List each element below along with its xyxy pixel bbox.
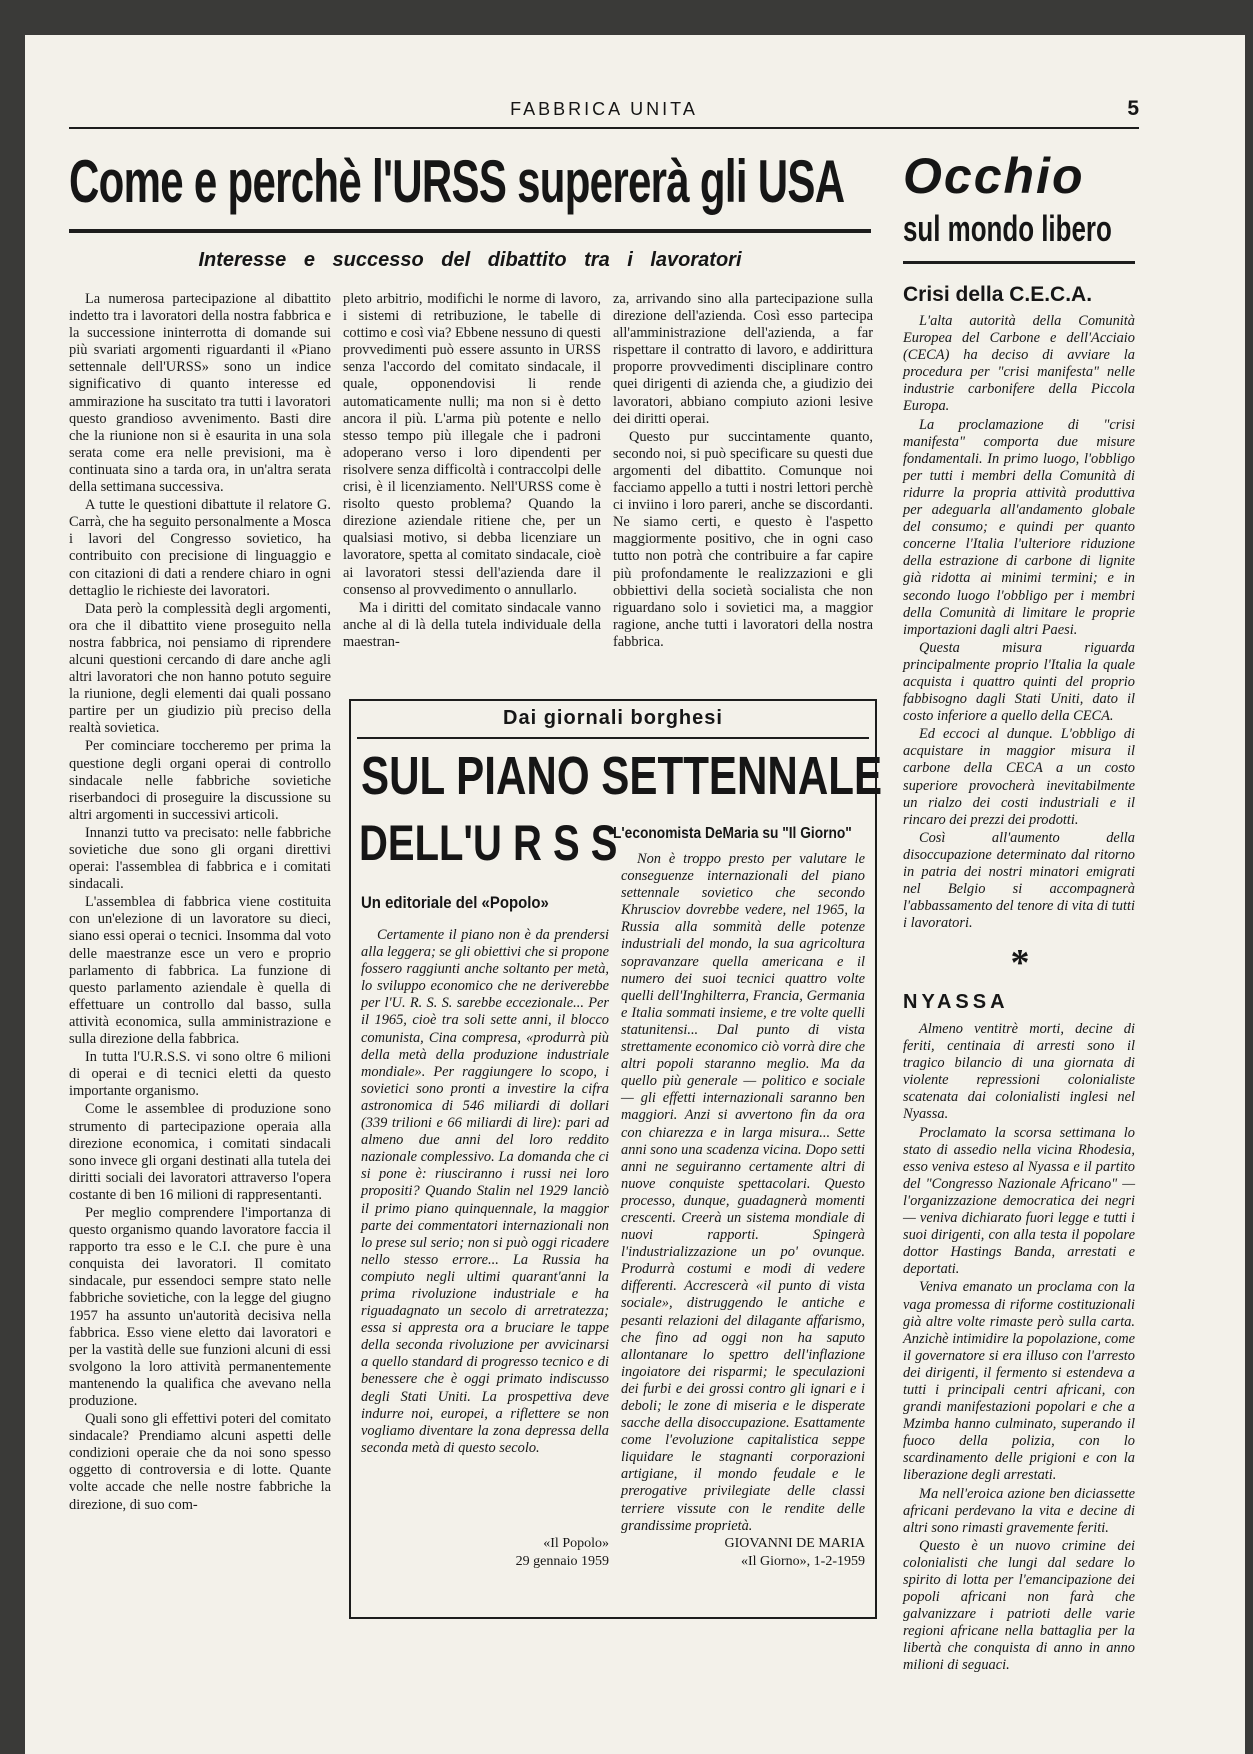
paragraph: Ma nell'eroica azione ben diciassette africani perdevano la vita e decine di altri sono rimasti gravemente feriti.	[903, 1485, 1135, 1536]
sidebar-section-2-text	[903, 1021, 1135, 1745]
paragraph: Come le assemblee di produzione sono strumento di partecipazione operaia alla direzione economica, i comitati sindacali sono invece gli organi destinati alla tutela dei diritti sociali dei lavoratori attraverso l'opera costante di ben 16 milioni di rappresentanti.	[69, 1101, 331, 1203]
paragraph: Così all'aumento della disoccupazione determinato dal ritorno in patria dei nostri minatori emigrati nel Belgio si accompagnerà l'abbassamento del tenore di vita di tutti i lavoratori.	[903, 829, 1135, 932]
signature-source: «Il Giorno», 1-2-1959	[740, 1554, 865, 1569]
box-title-line-1: SUL PIANO SETTENNALE	[361, 746, 883, 806]
box-left-heading: Un editoriale del «Popolo»	[361, 893, 549, 912]
article-column-3	[613, 291, 873, 685]
article-column-1	[69, 291, 331, 1746]
paragraph: Certamente il piano non è da prendersi alla leggera; se gli obiettivi che si propone fossero raggiunti anche soltanto per metà, lo sviluppo economico che ne deriverebbe per l'U. R. S. S. sarebbe eccezionale... Per il 1965, cioè tra soli sette anni, il blocco comunista, Cina compresa, «produrrà più della metà della produzione industriale mondiale». Per raggiungere lo scopo, i sovietici sono pronti a investire la cifra astronomica di 546 miliardi di dollari (339 trilioni e 66 miliardi di lire): pari ad almeno due anni del loro reddito nazionale complessivo. La domanda che ci si pone è: riusciranno i russi nei loro propositi? Quando Stalin nel 1929 lanciò il primo piano quinquennale, la maggior parte dei commentatori internazionali non lo prese sul serio; non si può oggi ricadere nello stesso errore... La Russia ha compiuto negli ultimi quarant'anni la prima rivoluzione industriale e ha riguadagnato un secolo di arretratezza; essa si appresta ora a bruciare le tappe della seconda rivoluzione per avvicinarsi a quello standard di progresso tecnico e di benessere che è oggi primato indiscusso degli Stati Uniti. La prospettiva deve indurre noi, europei, a riflettere se non vogliamo diventare la zona depressa della seconda metà di questo secolo.	[361, 927, 609, 1456]
paragraph: Ed eccoci al dunque. L'obbligo di acquistare in maggior misura il carbone della CECA a un costo superiore provocherà inevitabilmente un rialzo dei costi industriali e il rincaro dei prezzi dei prodotti.	[903, 726, 1135, 828]
page-number: 5	[1127, 97, 1139, 120]
sidebar-section-2-heading: NYASSA	[903, 991, 1009, 1013]
box-right-heading: L'economista DeMaria su "Il Giorno"	[613, 825, 852, 842]
paragraph: In tutta l'U.R.S.S. vi sono oltre 6 milioni di operai e di tecnici eletti da questo importante organismo.	[69, 1049, 331, 1100]
paragraph: L'assemblea di fabbrica viene costituita con un'elezione di un lavoratore su dieci, siano essi operai o tecnici. Insomma dal voto delle maestranze esce un vero e proprio parlamento di fabbrica. La funzione di questo parlamento aziendale è quella di effettuare un controllo dal basso, sulla attività economica, sulla amministrazione e sulla direzione della fabbrica.	[69, 894, 331, 1048]
sidebar-title-line-2: sul mondo libero	[903, 208, 1112, 249]
paragraph: Questo è un nuovo crimine dei colonialisti che lungi dal sedare lo spirito di lotta per l'emancipazione dei popoli africani non farà che galvanizzare i patrioti delle varie regioni africane nella battaglia per la libertà che conquista di anno in anno milioni di seguaci.	[903, 1537, 1135, 1674]
paragraph: Per cominciare toccheremo per prima la questione degli organi operai di controllo sindacale nelle fabbriche sovietiche riserbandoci di proseguire la discussione su altri argomenti in successivi articoli.	[69, 738, 331, 823]
sidebar-section-1-text	[903, 313, 1135, 953]
paragraph: pleto arbitrio, modifichi le norme di lavoro, i sistemi di retribuzione, le tabelle di cottimo e così via? Ebbene nessuno di questi provvedimenti può essere assunto in URSS senza l'accordo del comitato sindacale, il quale, opponendovisi li rende automaticamente nulli; ma non si è detto ancora il più. L'arma più potente e nello stesso tempo più illegale che i padroni adoperano verso i loro dipendenti per risolvere senza difficoltà i contraccolpi delle crisi, è il licenziamento. Nell'URSS come è risolto questo problema? Quando la direzione aziendale ritiene che, per un qualsiasi motivo, si debba licenziare un lavoratore, spetta al comitato sindacale, cioè ai lavoratori stessi dell'azienda dare il consenso al provvedimento o annullarlo.	[343, 291, 601, 598]
signature-date: 29 gennaio 1959	[515, 1554, 609, 1569]
sidebar-rule	[903, 261, 1135, 264]
paragraph: Non è troppo presto per valutare le conseguenze internazionali del piano settennale sovietico che secondo Khrusciov dovrebbe vedere, nel 1965, la Russia alla sommità delle potenze industriali del mondo, la sua agricoltura sopravanzare quella americana e il numero dei suoi tecnici quattro volte quelli dell'Inghilterra, Francia, Germania e Italia sommati insieme, e tre volte quelli statunitensi... Dal punto di vista strettamente economico ciò vorrà dire che altri popoli staranno meglio. Ma da quello più generale — politico e sociale — gli effetti internazionali saranno ben maggiori. Anzi si avvertono fin da ora con chiarezza e in larga misura... Sette anni sono una scadenza vicina. Dopo setti anni ne seguiranno certamente altri di nuove conquiste spettacolari. Questo processo, dunque, guadagnerà momenti crescenti. Creerà un sistema mondiale di nuovi rapporti. Spingerà l'industrializzazione un po' ovunque. Produrrà costumi e modi di vedere differenti. Accrescerà «il punto di vista sociale», distruggendo le antiche e pesanti relazioni del dilagante affarismo, che fino ad oggi non ha saputo allontanare lo spettro dell'inflazione ingoiatore dei risparmi; le speculazioni dei furbi e dei grossi contro gli ignari e i deboli; le zone di miseria e le disperate sacche della disoccupazione. Esattamente come l'evoluzione capitalistica seppe liquidare le stagnanti corporazioni artigiane, il mondo feudale e le prerogative privilegiate delle classi terriere vissute con le rendite delle grandissime proprietà.	[621, 851, 865, 1534]
box-right-signature	[621, 1535, 865, 1571]
article-column-2	[343, 291, 601, 685]
signature-source: «Il Popolo»	[543, 1536, 609, 1551]
newspaper-name: FABBRICA UNITA	[510, 99, 698, 119]
sidebar-section-1-heading: Crisi della C.E.C.A.	[903, 283, 1093, 306]
paragraph: A tutte le questioni dibattute il relatore G. Carrà, che ha seguito personalmente a Mosca i lavori del Congresso sovietico, ha contribuito con precisione di linguaggio e con citazioni di dati a rendere chiaro in ogni dettaglio le richieste dei lavoratori.	[69, 497, 331, 599]
paragraph: L'alta autorità della Comunità Europea del Carbone e dell'Acciaio (CECA) ha deciso di avviare la procedura per "crisi manifesta" nelle industrie carbonifere della Piccola Europa.	[903, 313, 1135, 415]
boxed-article	[349, 699, 883, 1619]
paragraph: Almeno ventitrè morti, decine di feriti, centinaia di arresti sono il tragico bilancio di una giornata di violente repressioni colonialiste scatenata dai colonialisti inglesi nel Nyassa.	[903, 1021, 1135, 1123]
main-subheadline: Interesse e successo del dibattito tra i lavoratori	[198, 249, 742, 271]
asterisk-separator-icon: *	[1010, 942, 1030, 984]
paragraph: Veniva emanato un proclama con la vaga promessa di riforme costituzionali già altre volte rimaste però sulla carta. Anzichè intimidire la popolazione, come il governatore si era illuso con l'arresto dei dirigenti, il fermento si estendeva a tutti i principali centri africani, con grandi manifestazioni popolari e che a Mzimba hanno culminato, superando il fuoco della polizia, con lo scardinamento delle prigioni e con la liberazione degli arrestati.	[903, 1279, 1135, 1484]
masthead	[69, 97, 1139, 129]
paragraph: Quali sono gli effettivi poteri del comitato sindacale? Prendiamo alcuni aspetti delle condizioni operaie che da noi sono spesso oggetto di controversia e di lotte. Quante volte accade che nelle nostre fabbriche la direzione, di suo com-	[69, 1411, 331, 1513]
box-kicker: Dai giornali borghesi	[503, 707, 723, 729]
paragraph: La proclamazione di "crisi manifesta" comporta due misure fondamentali. In primo luogo, l'obbligo per tutti i membri della Comunità di ridurre la propria attività produttiva per adeguarla all'andamento globale del consumo; e quindi per quanto concerne l'Italia l'ulteriore riduzione della estrazione di carbone di lignite già ridotta ai minimi termini; e in secondo luogo l'obbligo per i membri della Comunità di limitare le proprie importazioni dagli altri Paesi.	[903, 416, 1135, 638]
box-right-text	[621, 851, 865, 1534]
paragraph: Questa misura riguarda principalmente proprio l'Italia la quale acquista i quattro quinti del proprio fabbisogno dagli Stati Uniti, dato il costo inferiore a quello della CECA.	[903, 639, 1135, 725]
box-left-text	[361, 927, 609, 1527]
paragraph: Questo pur succintamente quanto, secondo noi, si può specificare su questi due argomenti del dibattito. Comunque noi facciamo appello a tutti i nostri lettori perchè ci inviino i loro pareri, anche se discordanti. Ne siamo certi, e questo è l'aspetto maggiormente positivo, che in ogni caso tutto non potrà che contribuire a far capire più profondamente le realizzazioni e gli obbiettivi della società socialista che non riguardano solo i sovietici ma, a maggior ragione, anche tutti i lavoratori della nostra fabbrica.	[613, 428, 873, 650]
main-headline: Come e perchè l'URSS supererà gli USA	[69, 148, 845, 215]
paragraph: Ma i diritti del comitato sindacale vanno anche al di là della tutela individuale della maestran-	[343, 599, 601, 650]
paragraph: Proclamato la scorsa settimana lo stato di assedio nella vicina Rhodesia, esso veniva esteso al Nyassa e il partito del "Congresso Nazionale Africano" — l'organizzazione democratica dei negri — veniva dichiarato fuori legge e tutti i suoi dirigenti, con alla testa il popolare dottor Hastings Banda, arrestati e deportati.	[903, 1124, 1135, 1278]
paragraph: La numerosa partecipazione al dibattito indetto tra i lavoratori della nostra fabbrica e la successione ininterrotta di domande sui più svariati argomenti riguardanti il «Piano settennale dell'URSS» sono un indice significativo di quanto interesse ed ammirazione ha suscitato tra tutti i lavoratori questo grandioso avvenimento. Basti dire che la riunione non si è esaurita in una sola serata come era nelle previsioni, ma è continuata sino a tarda ora, in un'altra serata della settimana successiva.	[69, 291, 331, 496]
box-left-signature	[361, 1535, 609, 1571]
paragraph: Data però la complessità degli argomenti, ora che il dibattito viene proseguito nella nostra fabbrica, noi pensiamo di riprendere alcuni questioni cercando di dare anche agli altri lavoratori che non hanno potuto seguire la riunione, degli elementi dai quali possano partire per un giudizio più preciso della realtà sovietica.	[69, 600, 331, 737]
paragraph: Innanzi tutto va precisato: nelle fabbriche sovietiche due sono gli organi direttivi operai: l'assemblea di fabbrica e i comitati sindacali.	[69, 824, 331, 893]
box-title-line-2: DELL'U R S S	[359, 815, 618, 871]
signature-author: GIOVANNI DE MARIA	[724, 1536, 865, 1551]
box-rule	[357, 737, 869, 739]
sidebar-title-line-1: Occhio	[903, 148, 1085, 204]
newspaper-page	[25, 35, 1245, 1754]
paragraph: Per meglio comprendere l'importanza di questo organismo quando lavoratore faccia il rapporto tra esso e le C.I. che pure è una conquista dei lavoratori. Il comitato sindacale, pur essendoci sempre stato nelle fabbriche sovietiche, con la legge del giugno 1957 ha assunto un'autorità decisiva nella fabbrica. Esso viene eletto dai lavoratori e per la vastità delle sue funzioni alcuni di essi svolgono la loro attività permanentemente mantenendo la qualifica che avevano nella produzione.	[69, 1204, 331, 1409]
paragraph: za, arrivando sino alla partecipazione sulla direzione dell'azienda. Così esso partecipa all'amministrazione dell'azienda, a far rispettare il contratto di lavoro, e addirittura proporre provvedimenti disciplinare contro quei dirigenti di azienda che, a giudizio dei lavoratori, abbiano compiuto azioni lesive dei diritti operai.	[613, 291, 873, 427]
headline-rule	[69, 229, 871, 233]
